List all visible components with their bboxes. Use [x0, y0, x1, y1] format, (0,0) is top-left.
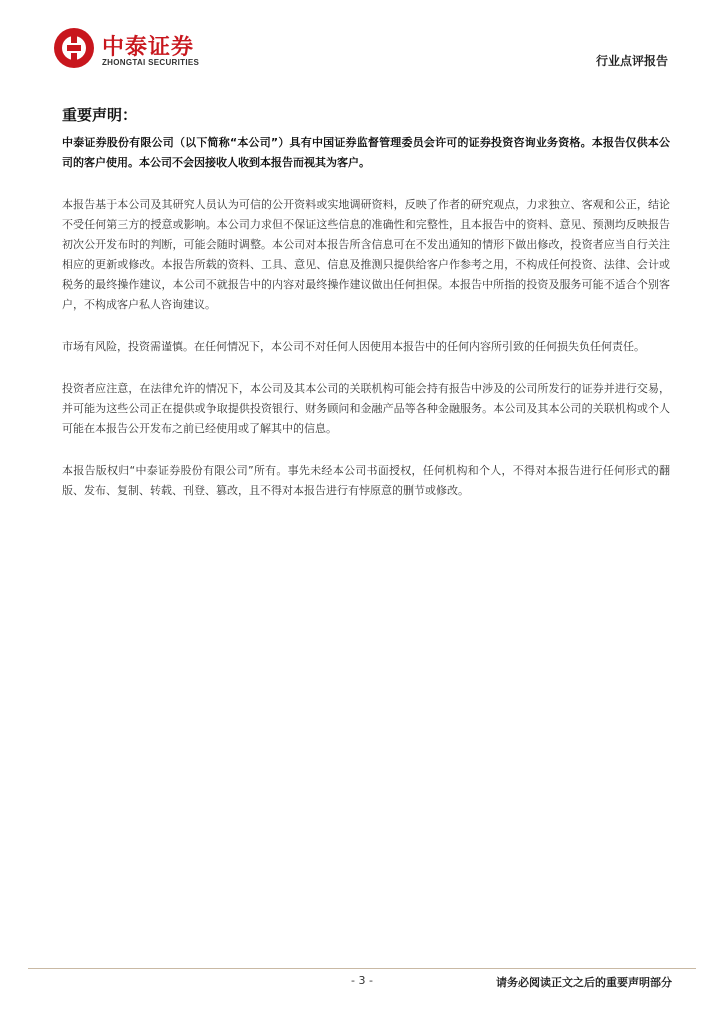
paragraph-copyright: 本报告版权归“中泰证券股份有限公司”所有。事先未经本公司书面授权，任何机构和个人，不得对本报告进行任何形式的翻版、发布、复制、转载、刊登、篡改，且不得对本报告进行有悖原意的删节或修改。 — [62, 464, 670, 497]
company-logo — [52, 26, 252, 74]
page-number: - 3 - — [351, 974, 373, 987]
logo-english-name: ZHONGTAI SECURITIES — [102, 58, 200, 67]
section-title: 重要声明： — [62, 106, 138, 124]
page-header — [0, 0, 724, 80]
footer-divider — [28, 968, 696, 969]
paragraph-research-basis: 本报告基于本公司及其研究人员认为可信的公开资料或实地调研资料，反映了作者的研究观点，力求独立、客观和公正，结论不受任何第三方的授意或影响。本公司力求但不保证这些信息的准确性和完整性，且本报告中的资料、意见、预测均反映报告初次公开发布时的判断，可能会随时调整。本公司对本报告所含信息可在不发出通知的情形下做出修改，投资者应当自行关注相应的更新或修改。本报告所载的资料、工具、意见、信息及推测只提供给客户作参考之用，不构成任何投资、法律、会计或税务的最终操作建议，本公司不就报告中的内容对最终操作建议做出任何担保。本报告中所指的投资及服务可能不适合个别客户，不构成客户私人咨询建议。 — [62, 198, 670, 311]
logo-chinese-name: 中泰证券 — [102, 35, 195, 60]
report-type-label: 行业点评报告 — [595, 54, 668, 68]
disclaimer-body — [62, 133, 670, 523]
footer-disclaimer-note: 请务必阅读正文之后的重要声明部分 — [496, 976, 672, 989]
paragraph-conflict-of-interest: 投资者应注意，在法律允许的情况下，本公司及其本公司的关联机构可能会持有报告中涉及的公司所发行的证券并进行交易，并可能为这些公司正在提供或争取提供投资银行、财务顾问和金融产品等各种金融服务。本公司及其本公司的关联机构或个人可能在本报告公开发布之前已经使用或了解其中的信息。 — [62, 382, 670, 435]
paragraph-risk-warning: 市场有风险，投资需谨慎。在任何情况下，本公司不对任何人因使用本报告中的任何内容所引致的任何损失负任何责任。 — [62, 340, 645, 353]
paragraph-qualification: 中泰证券股份有限公司（以下简称“本公司”）具有中国证券监督管理委员会许可的证券投资咨询业务资格。本报告仅供本公司的客户使用。本公司不会因接收人收到本报告而视其为客户。 — [62, 136, 670, 169]
zhongtai-logo-icon — [52, 26, 96, 70]
